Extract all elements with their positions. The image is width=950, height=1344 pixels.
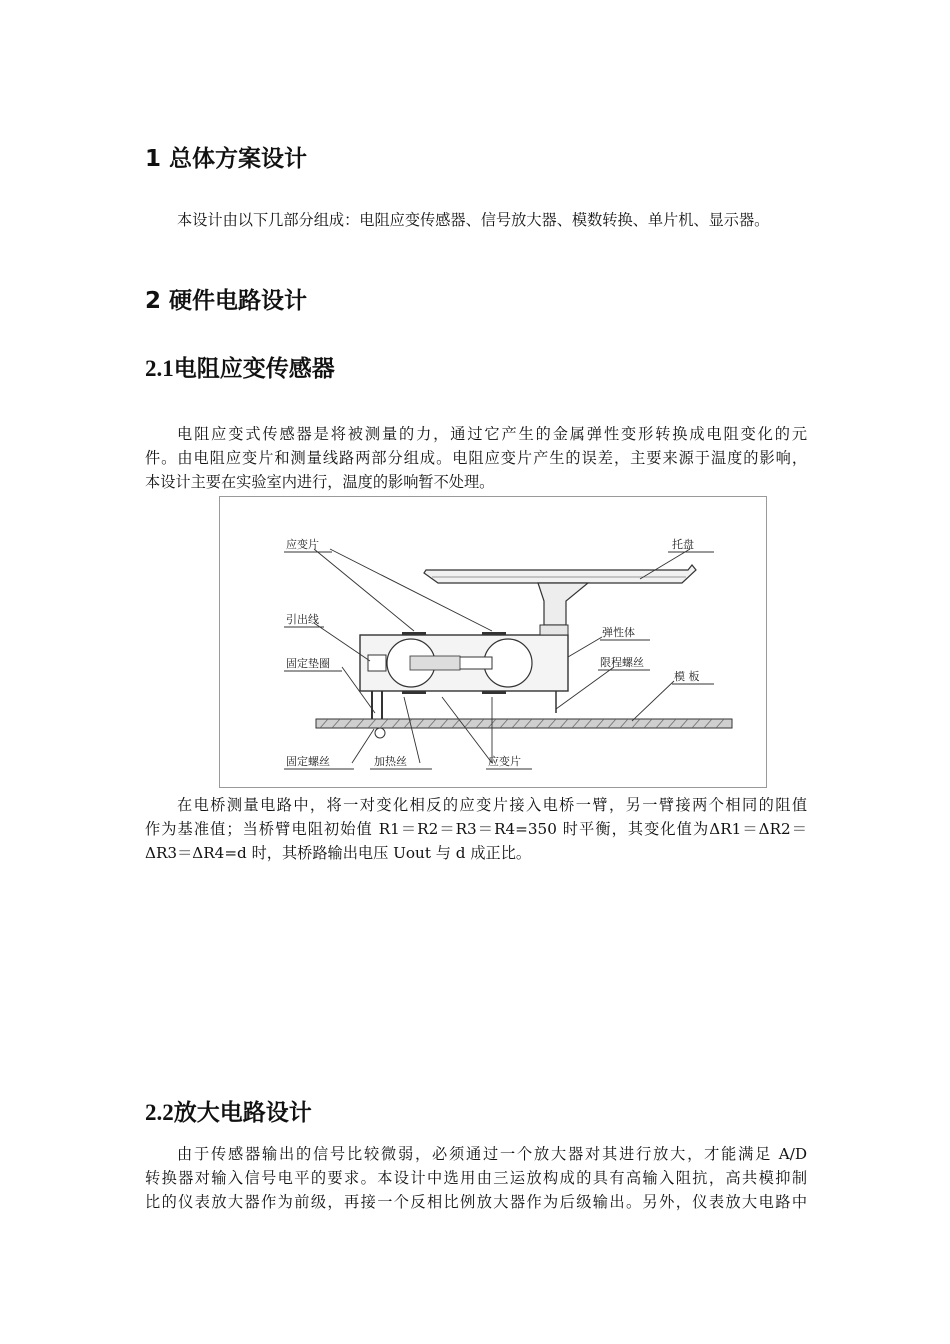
section-2-1-number: 2.1	[145, 356, 174, 381]
label-strain-gauge-bottom: 应变片	[488, 755, 521, 768]
sensor-structure-figure	[219, 496, 767, 788]
label-lead-wire: 引出线	[286, 613, 319, 626]
strain-gauge-mark	[482, 691, 506, 694]
paragraph-line: 电阻应变式传感器是将被测量的力，通过它产生的金属弹性变形转换成电阻变化的元	[177, 425, 807, 443]
paragraph-line: 作为基准值；当桥臂电阻初始值 R1＝R2＝R3＝R4=350 时平衡，其变化值为ΔR1＝ΔR2＝	[145, 820, 807, 838]
paragraph-line: ΔR3＝ΔR4=d 时，其桥路输出电压 Uout 与 d 成正比。	[145, 844, 532, 862]
paragraph-line: 由于传感器输出的信号比较微弱，必须通过一个放大器对其进行放大，才能满足 A/D	[177, 1145, 807, 1163]
label-tray: 托盘	[672, 538, 694, 551]
paragraph-line: 转换器对输入信号电平的要求。本设计中选用由三运放构成的具有高输入阻抗，高共模抑制	[145, 1169, 807, 1187]
section-2-1-title: 电阻应变传感器	[173, 355, 335, 382]
paragraph-line: 本设计主要在实验室内进行，温度的影响暂不处理。	[145, 473, 495, 491]
section-1-text: 本设计由以下几部分组成：电阻应变传感器、信号放大器、模数转换、单片机、显示器。	[177, 211, 770, 229]
section-1-paragraph	[145, 208, 807, 232]
section-2-2-paragraph	[145, 1142, 807, 1214]
section-2-2-title: 放大电路设计	[173, 1099, 312, 1126]
label-strain-gauge-top: 应变片	[286, 538, 319, 551]
section-2-1-paragraph	[145, 422, 807, 494]
label-limit-screw: 限程螺丝	[600, 656, 644, 669]
bridge-paragraph	[145, 793, 807, 865]
heating-element-mark	[375, 728, 385, 738]
tray-shape	[424, 565, 696, 583]
paragraph-line: 比的仪表放大器作为前级，再接一个反相比例放大器作为后级输出。另外，仪表放大电路中	[145, 1193, 807, 1211]
paragraph-line: 件。由电阻应变片和测量线路两部分组成。电阻应变片产生的误差，主要来源于温度的影响，	[145, 449, 807, 467]
section-2-1-heading	[145, 350, 335, 383]
strain-gauge-mark	[402, 632, 426, 635]
section-2-2-number: 2.2	[145, 1100, 174, 1125]
label-template: 模 板	[674, 670, 700, 683]
tray-stem	[538, 583, 588, 625]
strain-gauge-mark	[482, 632, 506, 635]
label-fixing-washer: 固定垫圈	[286, 657, 330, 670]
label-elastic-body: 弹性体	[602, 626, 635, 639]
section-1-heading: 1 总体方案设计	[145, 146, 308, 172]
paragraph-line: 在电桥测量电路中，将一对变化相反的应变片接入电桥一臂，另一臂接两个相同的阻值	[177, 796, 807, 814]
sensor-diagram	[220, 497, 766, 787]
section-2-2-heading	[145, 1094, 312, 1127]
label-fixing-screw: 固定螺丝	[286, 755, 330, 768]
section-2-heading: 2 硬件电路设计	[145, 288, 308, 314]
label-heating-wire: 加热丝	[374, 755, 407, 768]
strain-gauge-mark	[402, 691, 426, 694]
